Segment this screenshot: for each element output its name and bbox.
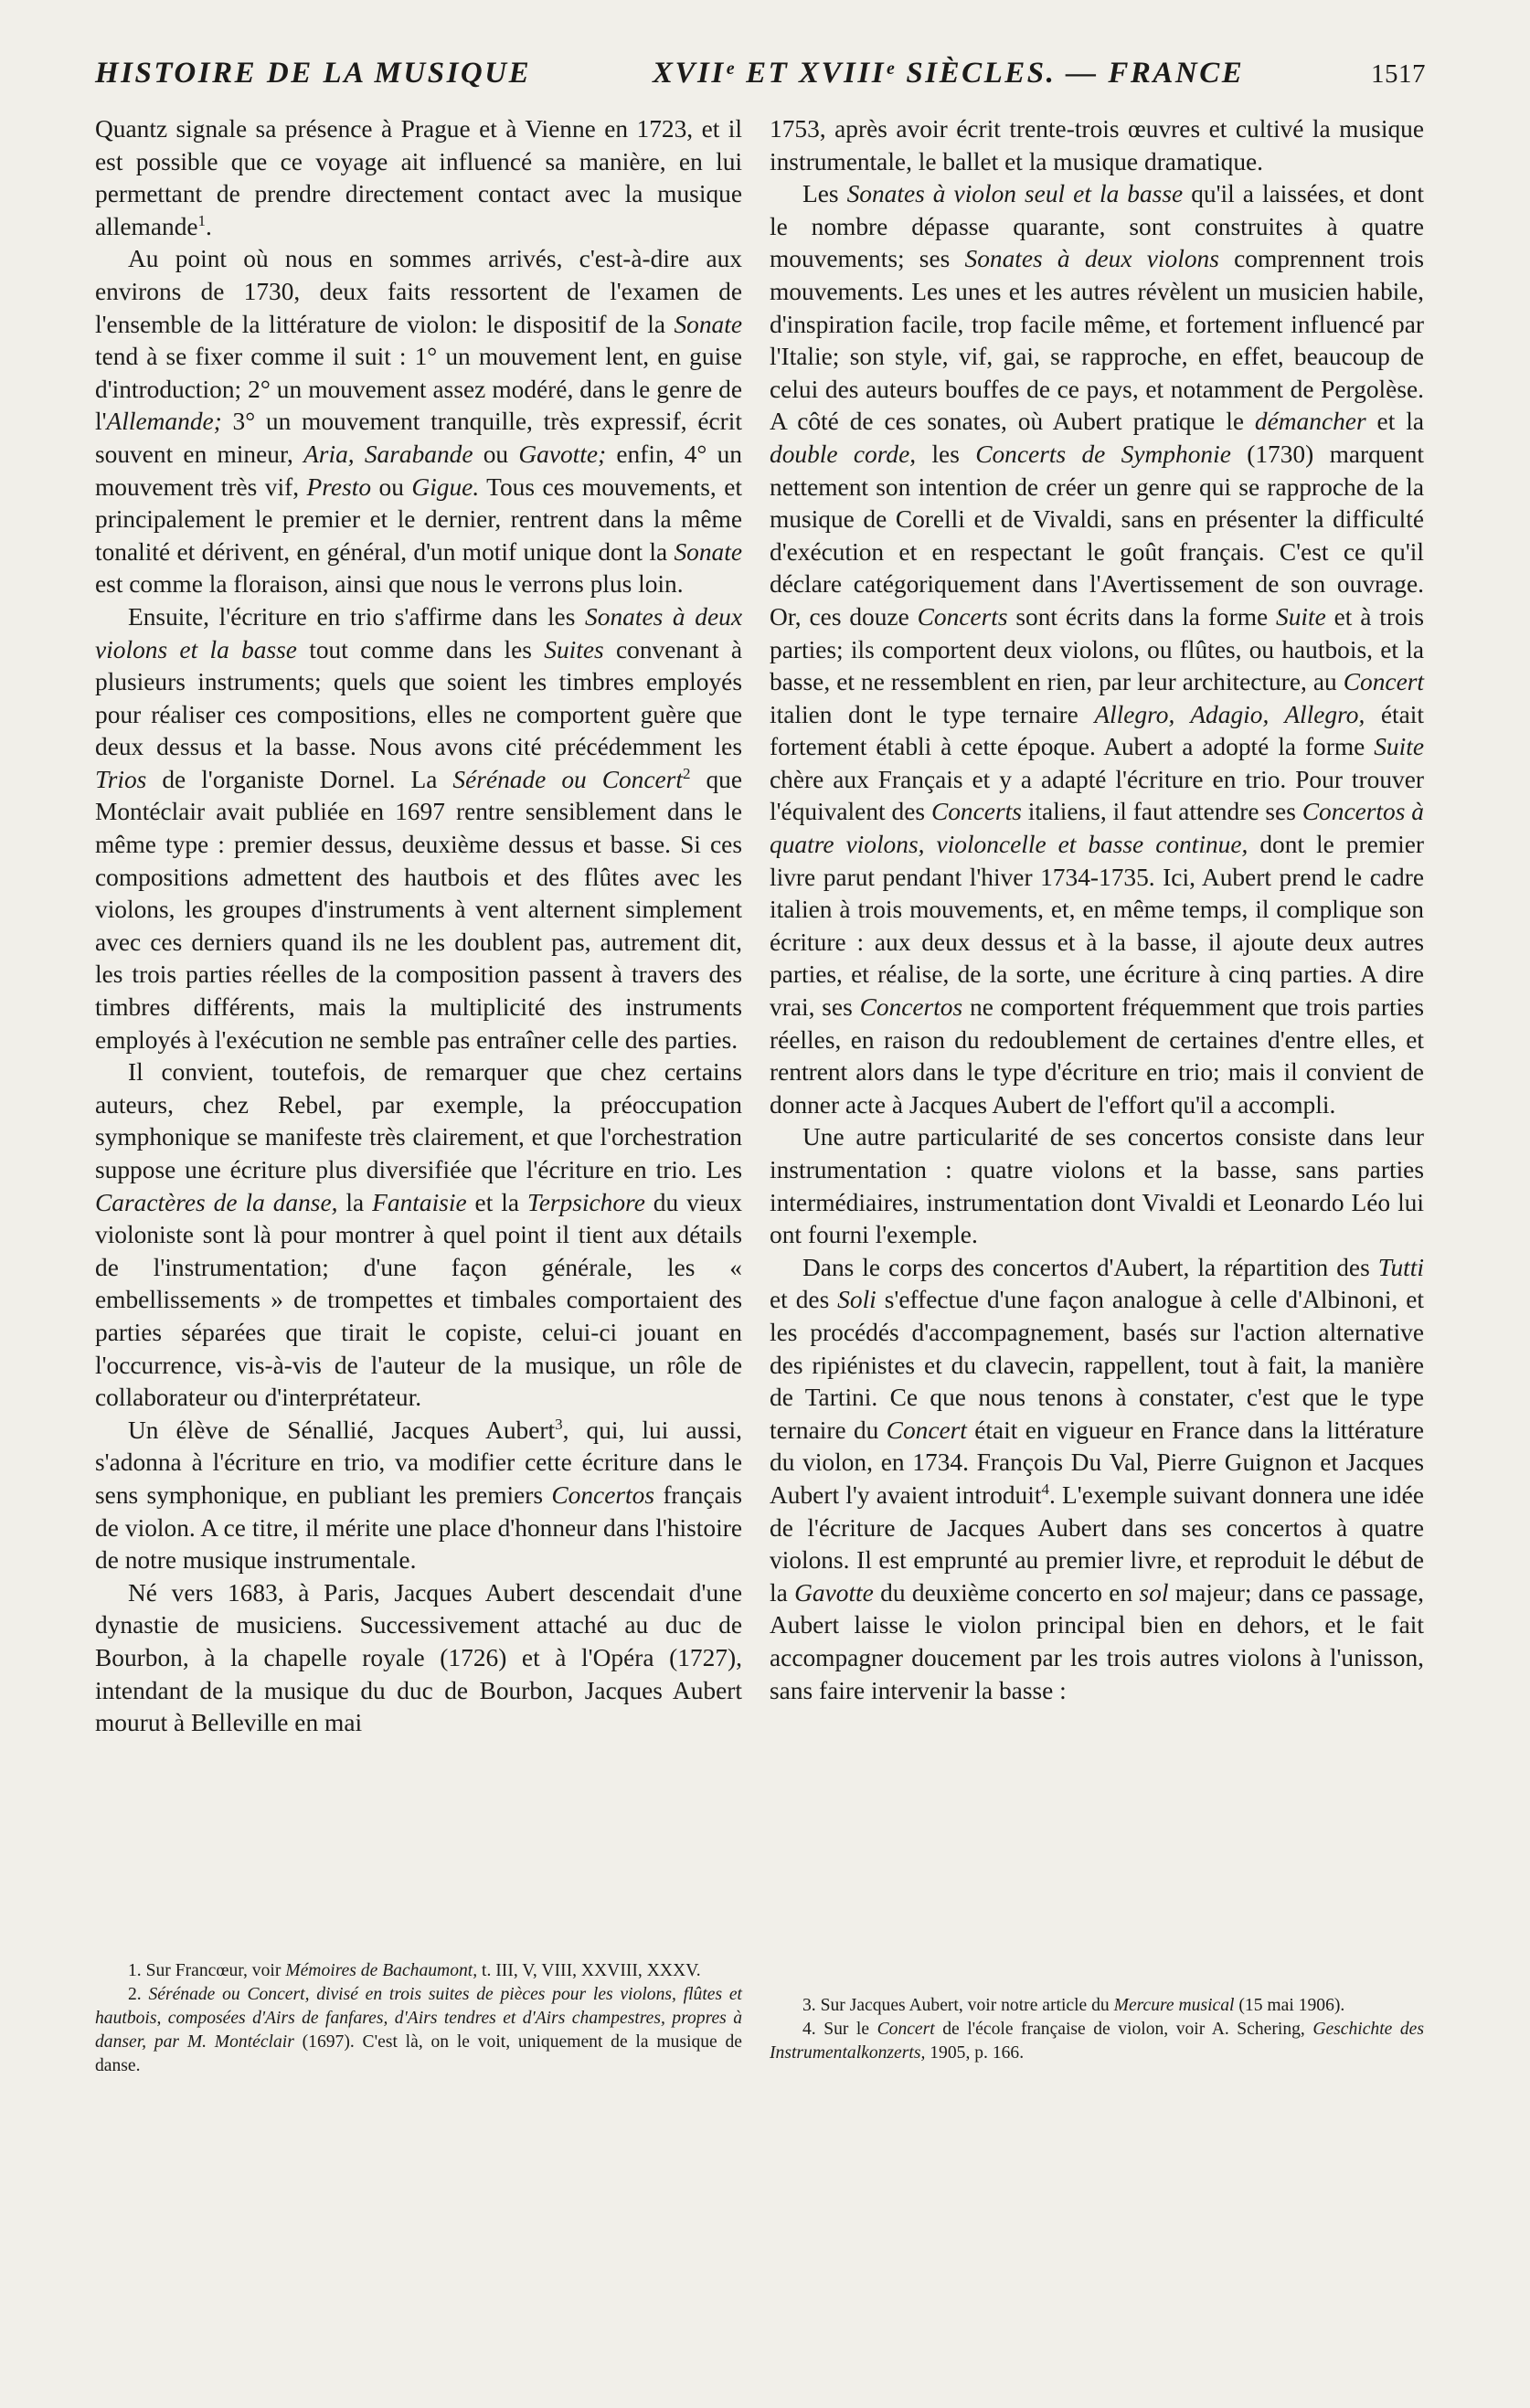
italic-term: sol [1139,1578,1169,1607]
footnotes-right [770,1994,1424,2065]
text: français de violon. A ce titre, il mérite une place d'honneur dans l'histoire de notre musique instrumentale. [95,1480,742,1575]
paragraph [95,1056,742,1415]
left-column [95,113,742,1740]
text: Les [802,180,847,208]
text: qu'il a laissées, et dont le nombre dépasse quarante, sont construites à quatre mouvements; ses [770,180,1424,273]
italic-term: Suite [1276,602,1326,631]
text: ou [371,472,412,501]
text: majeur; dans ce passage, Aubert laisse le violon principal bien en dehors, et le fait accompagner doucement par les trois autres violons à l'unisson, sans faire intervenir la basse : [770,1578,1424,1704]
italic-term: démancher [1254,408,1366,436]
footnote-ref: 3 [555,1415,563,1433]
text: convenant à plusieurs instruments; quels que soient les timbres employés pour réaliser ces compositions, elles ne comportent guère que deux dessus et la basse. Nous avons cité précédemment les [95,635,742,761]
text: de l'école française de violon, voir A. Schering, [934,2020,1313,2039]
running-header [95,57,1426,106]
text: sont écrits dans la forme [1007,602,1277,631]
italic-term: Sonate [674,310,742,338]
text: était en vigueur en France dans la littérature du violon, en 1734. François Du Val, Pierre Guignon et Jacques Aubert l'y avaient introduit [770,1416,1424,1509]
italic-term: Concert [886,1416,967,1444]
text: (1697). C'est là, on le voit, uniquement de la musique de danse. [95,2032,742,2075]
footnote [95,1959,742,1983]
text: du deuxième concerto en [873,1578,1140,1607]
right-column [770,113,1424,1707]
italic-term: Concertos [859,993,963,1022]
italic-term: Fantaisie [372,1188,467,1216]
text: s'effectue d'une façon analogue à celle d'Albinoni, et les procédés d'accompagnement, basés sur l'action alternative des ripiénistes et du clavecin, rappellent, tout à fait, la manière de Tartini. Ce que nous tenons à constater, c'est que le type ternaire du [770,1286,1424,1444]
italic-term: Sonates à deux violons [964,245,1219,273]
text: (1730) marquent nettement son intention de créer un genre qui se rapproche de la musique de Corelli et de Vivaldi, sans en présenter la difficulté d'exécution et en respectant le goût français. C'est ce qu'il déclare catégoriquement dans l'Avertissement de son ouvrage. Or, ces douze [770,440,1425,631]
text: et des [770,1286,838,1314]
text: enfin, 4° un mouvement très vif, [95,440,742,501]
text: la [337,1188,373,1216]
text: tout comme dans les [296,635,545,663]
paragraph [770,1252,1424,1707]
page-number: 1517 [1371,59,1426,89]
italic-term: Gigue. [411,472,480,501]
italic-term: Concert [1343,668,1424,696]
text: dont le premier livre parut pendant l'hiver 1734-1735. Ici, Aubert prend le cadre italien à trois mouvements, et, en même temps, il complique son écriture : aux deux dessus et à la basse, il ajoute deux autres parties, et réalise, de la sorte, une écriture à cinq parties. A dire vrai, ses [770,831,1424,1022]
text: 1. Sur Francœur, voir [128,1961,286,1980]
footnote-ref: 2 [682,764,691,782]
italic-term: Caractères de la danse, [95,1188,338,1216]
text: Dans le corps des concertos d'Aubert, la répartition des [802,1253,1378,1281]
italic-term: Suite [1374,733,1424,761]
italic-term: Sonates à violon seul et la basse [846,180,1184,208]
text: que Montéclair avait publiée en 1697 rentre sensiblement dans le même type : premier dessus, deuxième dessus et basse. Si ces compositions admettent des hautbois et des flûtes avec les violons, les groupes d'instruments à vent alternent simplement avec ces derniers quand ils ne les doublent pas, autrement dit, les trois parties réelles de la composition passent à travers des timbres différents, mais la multiplicité des instruments employés à l'exécution ne semble pas entraîner celle des parties. [95,765,742,1054]
text: est comme la floraison, ainsi que nous le verrons plus loin. [95,570,684,599]
text: de l'organiste Dornel. La [146,765,453,793]
text: ou [473,440,519,468]
paragraph [95,1415,742,1577]
text: Un élève de Sénallié, Jacques Aubert [128,1416,556,1444]
text: comprennent trois mouvements. Les unes et les autres révèlent un musicien habile, d'inspiration facile, trop facile même, et fortement influencé par l'Italie; son style, vif, gai, se rapproche, en effet, beaucoup de celui des auteurs bouffes de ce pays, et notamment de Pergolèse. A côté de ces sonates, où Aubert pratique le [770,245,1424,436]
text: Quantz signale sa présence à Prague et à Vienne en 1723, et il est possible que ce voyage ait influencé sa manière, en lui permettant de prendre directement contact avec la musique allemande [95,115,742,240]
paragraph [95,243,742,601]
italic-term: Sonates à deux violons et la basse [95,602,742,663]
italic-term: Concerts de Symphonie [975,440,1231,468]
italic-term: Mercure musical [1113,1996,1235,2015]
header-title: HISTOIRE DE LA MUSIQUE [95,57,532,90]
text: 3. Sur Jacques Aubert, voir notre article du [802,1996,1114,2015]
italic-term: Concert [877,2020,935,2039]
paragraph [770,178,1424,1121]
text: 3° un mouvement tranquille, très expressif, écrit souvent en mineur, [95,408,742,468]
text: les [916,440,976,468]
paragraph: 1753, après avoir écrit trente-trois œuvres et cultivé la musique instrumentale, le ballet et la musique dramatique. [770,115,1424,175]
footnote-ref: 1 [197,211,207,229]
paragraph [95,601,742,1056]
text: et la [466,1188,527,1216]
text: Au point où nous en sommes arrivés, c'est-à-dire aux environs de 1730, deux faits ressortent de l'examen de l'ensemble de la littérature de violon: le dispositif de la [95,245,742,338]
paragraph: Quantz signale sa présence à Prague et à Vienne en 1723, et il est possible que ce voyage ait influencé sa manière, en lui permettant de prendre directement contact avec la musique allemande$^1$. [95,115,742,240]
italic-term: Allemande; [106,408,222,436]
text: Ensuite, l'écriture en trio s'affirme dans les [128,602,586,631]
text: , qui, lui aussi, s'adonna à l'écriture en trio, va modifier cette écriture dans le sens symphonique, en publiant les premiers [95,1416,742,1509]
italic-term: Presto [306,472,372,501]
italic-term: Trios [95,765,147,793]
italic-term: Concertos [551,1480,654,1509]
text: ne comportent fréquemment que trois parties réelles, en raison du redoublement de certaines d'entre elles, et rentrent alors dans le type d'écriture en trio; mais il convient de donner acte à Jacques Aubert de l'effort qu'il a accompli. [770,993,1424,1119]
italic-term: Soli [837,1286,877,1314]
italic-term: Aria, Sarabande [303,440,473,468]
text: du vieux violoniste sont là pour montrer à quel point il tient aux détails de l'instrumentation; d'une façon générale, les « embellissements » de trompettes et timbales comportaient des parties séparées que tirait le copiste, celui-ci jouant en l'occurrence, vis-à-vis de l'auteur de la musique, un rôle de collaborateur ou d'interprétateur. [95,1188,743,1412]
italic-term: Allegro, Adagio, Allegro, [1094,700,1365,728]
text: italien dont le type ternaire [770,700,1095,728]
italic-term: Gavotte; [518,440,607,468]
italic-term: Geschichte des Instrumentalkonzerts, [770,2020,1424,2063]
text: . L'exemple suivant donnera une idée de l'écriture de Jacques Aubert dans ses concertos à quatre violons. Il est emprunté au premier livre, et reproduit le début de la [770,1480,1424,1607]
italic-term: Mémoires de Bachaumont, [285,1961,478,1980]
header-section: XVIIᵉ ET XVIIIᵉ SIÈCLES. — FRANCE [653,57,1245,90]
footnote [770,2018,1424,2065]
italic-term: Sérénade ou Concert, divisé en trois suites de pièces pour les violons, flûtes et hautbois, composées d'Airs de fanfares, d'Airs tendres et d'Airs champestres, propres à danser, par M. Montéclair [95,1985,743,2052]
text: Il convient, toutefois, de remarquer que chez certains auteurs, chez Rebel, par exemple, la préoccupation symphonique se manifeste très clairement, et que l'orchestration suppose une écriture plus diversifiée que l'écriture en trio. Les [95,1058,742,1183]
paragraph: Né vers 1683, à Paris, Jacques Aubert descendait d'une dynastie de musiciens. Successivement attaché au duc de Bourbon, à la chapelle royale (1726) et à l'Opéra (1727), intendant de la musique du duc de Bourbon, Jacques Aubert mourut à Belleville en mai [95,1578,742,1737]
italic-term: Sonate [674,537,742,566]
paragraph: Une autre particularité de ses concertos consiste dans leur instrumentation : quatre violons et la basse, sans parties intermédiaires, instrumentation dont Vivaldi et Leonardo Léo lui ont fourni l'exemple. [770,1123,1424,1249]
text: chère aux Français et y a adapté l'écriture en trio. Pour trouver l'équivalent des [770,765,1424,826]
text: était fortement établi à cette époque. Aubert a adopté la forme [770,700,1424,761]
footnote [770,1994,1424,2018]
footnote [95,1983,742,2078]
italic-term: Sérénade ou Concert [452,765,683,793]
italic-term: Concertos à quatre violons, violoncelle et basse continue, [770,798,1424,859]
text: Tous ces mouvements, et principalement le premier et le dernier, rentrent dans la même tonalité et dérivent, en général, d'un motif unique dont la [95,472,742,566]
text: et à trois parties; ils comportent deux violons, ou flûtes, ou hautbois, et la basse, et ne ressemblent en rien, par leur architecture, au [770,602,1424,696]
text: 4. Sur le [802,2020,877,2039]
text: italiens, il faut attendre ses [1021,798,1302,826]
text: (15 mai 1906). [1234,1996,1345,2015]
italic-term: Concerts [930,798,1022,826]
footnotes-left [95,1959,742,2078]
italic-term: Suites [544,635,604,663]
text: t. III, V, VIII, XXVIII, XXXV. [477,1961,701,1980]
text: tend à se fixer comme il suit : 1° un mouvement lent, en guise d'introduction; 2° un mouvement assez modéré, dans le genre de l' [95,343,742,436]
text: 1905, p. 166. [925,2043,1025,2063]
text: 2. [128,1985,149,2004]
italic-term: Gavotte [794,1578,874,1607]
footnote-ref: 4 [1041,1480,1049,1498]
italic-term: Terpsichore [527,1188,645,1216]
italic-term: Tutti [1377,1253,1424,1281]
text: et la [1365,408,1424,436]
italic-term: double corde, [770,440,917,468]
italic-term: Concerts [917,602,1008,631]
